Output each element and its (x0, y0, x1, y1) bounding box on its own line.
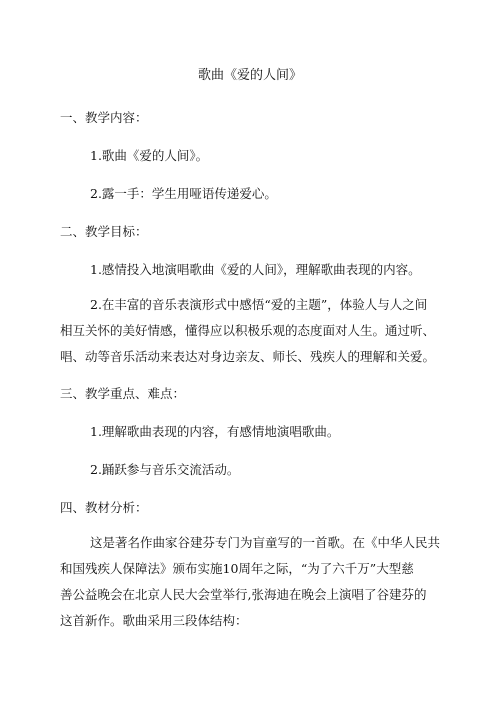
section-4-paragraph-line-2: 和国残疾人保障法》颁布实施10周年之际，“为了六千万”大型慈 (60, 561, 414, 576)
section-3-item-2: 2.踊跃参与音乐交流活动。 (90, 462, 240, 477)
section-4-paragraph (60, 530, 440, 634)
section-1-item-2: 2.露一手：学生用哑语传递爱心。 (90, 186, 277, 201)
section-2-item-2-line-3: 唱、动等音乐活动来表达对身边亲友、师长、残疾人的理解和关爱。 (60, 349, 436, 364)
section-4-paragraph-line-4: 这首新作。歌曲采用三段体结构： (60, 613, 248, 628)
section-2-item-1: 1.感情投入地演唱歌曲《爱的人间》，理解歌曲表现的内容。 (90, 262, 421, 277)
section-2-item-2-line-2: 相互关怀的美好情感，懂得应以积极乐观的态度面对人生。通过听、 (60, 323, 436, 338)
section-3-item-1: 1.理解歌曲表现的内容，有感情地演唱歌曲。 (90, 424, 340, 439)
section-4-paragraph-line-3: 善公益晚会在北京人民大会堂举行,张海迪在晚会上演唱了谷建芬的 (60, 587, 427, 602)
section-heading-1: 一、教学内容： (60, 110, 148, 125)
section-1-item-1: 1.歌曲《爱的人间》。 (90, 148, 209, 163)
section-2-item-2-line-1: 2.在丰富的音乐表演形式中感悟“爱的主题”，体验人与人之间 (90, 297, 428, 312)
section-heading-2: 二、教学目标： (60, 224, 148, 239)
document-title: 歌曲《爱的人间》 (197, 68, 302, 83)
section-4-paragraph-line-1: 这是著名作曲家谷建芬专门为盲童写的一首歌。在《中华人民共 (90, 535, 441, 550)
section-heading-4: 四、教材分析： (60, 500, 148, 515)
section-2-item-2 (60, 292, 440, 370)
section-heading-3: 三、教学重点、难点： (60, 386, 186, 401)
